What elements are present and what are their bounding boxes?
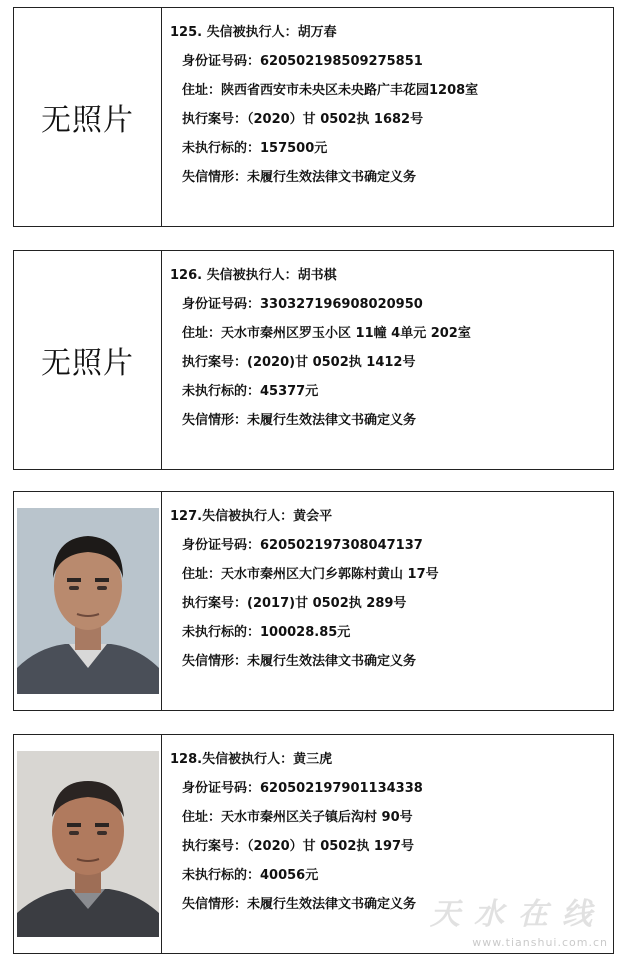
case-number: 执行案号：(2020)甘 0502执 1412号 xyxy=(182,355,416,370)
record-info xyxy=(170,18,607,192)
id-number: 身份证号码：620502198509275851 xyxy=(182,54,423,69)
record-info xyxy=(170,261,607,435)
portrait-image xyxy=(17,508,159,694)
record-title: 125. 失信被执行人：胡万春 xyxy=(170,25,337,40)
photo-cell xyxy=(14,492,162,710)
photo-cell xyxy=(14,251,162,469)
address: 住址：天水市秦州区大门乡郭陈村黄山 17号 xyxy=(182,567,439,582)
address: 住址：天水市秦州区关子镇后沟村 90号 xyxy=(182,810,413,825)
record-card-126 xyxy=(13,250,614,470)
case-number: 执行案号：(2017)甘 0502执 289号 xyxy=(182,596,407,611)
record-title: 127.失信被执行人：黄会平 xyxy=(170,509,333,524)
record-card-125 xyxy=(13,7,614,227)
no-photo-label: 无照片 xyxy=(41,346,134,381)
photo-cell xyxy=(14,735,162,953)
person-photo xyxy=(17,751,159,937)
unexecuted-amount: 未执行标的：100028.85元 xyxy=(182,625,351,640)
case-number: 执行案号：（2020）甘 0502执 197号 xyxy=(182,839,415,854)
default-status: 失信情形：未履行生效法律文书确定义务 xyxy=(182,897,417,912)
address: 住址：天水市秦州区罗玉小区 11幢 4单元 202室 xyxy=(182,326,471,341)
site-watermark-url: www.tianshui.com.cn xyxy=(472,936,608,949)
default-status: 失信情形：未履行生效法律文书确定义务 xyxy=(182,170,417,185)
default-status: 失信情形：未履行生效法律文书确定义务 xyxy=(182,413,417,428)
record-card-127 xyxy=(13,491,614,711)
record-title: 126. 失信被执行人：胡书棋 xyxy=(170,268,337,283)
no-photo-label: 无照片 xyxy=(41,103,134,138)
address: 住址：陕西省西安市未央区未央路广丰花园1208室 xyxy=(182,83,479,98)
default-status: 失信情形：未履行生效法律文书确定义务 xyxy=(182,654,417,669)
portrait-image xyxy=(17,751,159,937)
unexecuted-amount: 未执行标的：45377元 xyxy=(182,384,319,399)
id-number: 身份证号码：620502197901134338 xyxy=(182,781,423,796)
site-watermark: 天水在线 xyxy=(430,897,606,932)
case-number: 执行案号：（2020）甘 0502执 1682号 xyxy=(182,112,424,127)
unexecuted-amount: 未执行标的：40056元 xyxy=(182,868,319,883)
photo-cell xyxy=(14,8,162,226)
id-number: 身份证号码：620502197308047137 xyxy=(182,538,423,553)
record-title: 128.失信被执行人：黄三虎 xyxy=(170,752,333,767)
id-number: 身份证号码：330327196908020950 xyxy=(182,297,423,312)
record-info xyxy=(170,502,607,676)
person-photo xyxy=(17,508,159,694)
unexecuted-amount: 未执行标的：157500元 xyxy=(182,141,328,156)
